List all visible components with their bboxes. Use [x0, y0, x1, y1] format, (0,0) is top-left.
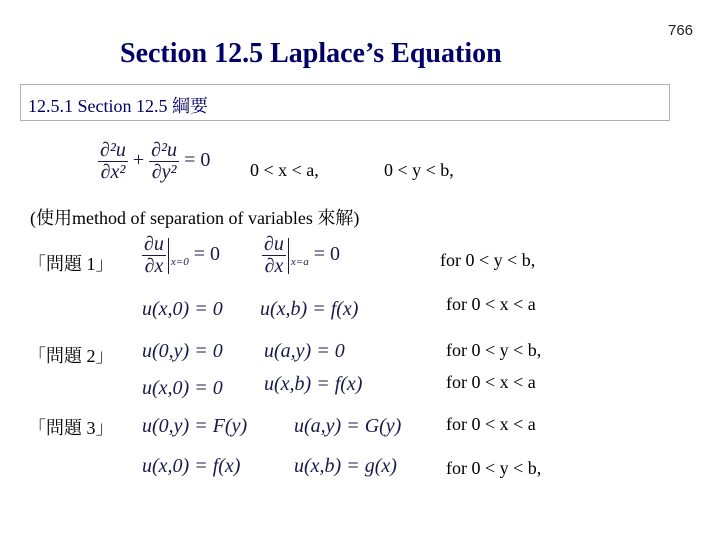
fraction-numerator: ∂u [144, 233, 164, 255]
problem-1-x-range: for 0 < x < a [446, 294, 536, 314]
problem-2-label: 「問題 2」 [28, 346, 114, 366]
problem-1-bc-right [262, 234, 340, 277]
domain-y: 0 < y < b, [384, 160, 454, 180]
problem-1-label: 「問題 1」 [28, 254, 114, 274]
problem-3-y-range: for 0 < y < b, [446, 458, 542, 478]
problem-2-bc-left: u(0,y) = 0 [142, 340, 223, 362]
term-d2u-dx2 [98, 140, 128, 183]
problem-2-bc-bottom: u(x,0) = 0 [142, 377, 223, 399]
problem-2-x-range: for 0 < x < a [446, 372, 536, 392]
problem-3-bc-top: u(x,b) = g(x) [294, 455, 397, 477]
fraction-numerator: ∂²u [151, 139, 178, 161]
fraction-denominator: ∂x [264, 255, 284, 277]
problem-2-bc-right: u(a,y) = 0 [264, 340, 345, 362]
problem-3-bc-left: u(0,y) = F(y) [142, 415, 248, 437]
evaluation-point: x=a [290, 256, 309, 269]
domain-x: 0 < x < a, [250, 160, 319, 180]
page-title: Section 12.5 Laplace’s Equation [120, 38, 502, 69]
evaluation-point: x=0 [170, 256, 189, 269]
problem-2-bc-top: u(x,b) = f(x) [264, 373, 363, 395]
problem-3-x-range: for 0 < x < a [446, 414, 536, 434]
subsection-heading: 12.5.1 Section 12.5 綱要 [28, 96, 208, 116]
evaluation-bar [168, 238, 169, 274]
subsection-box [20, 84, 670, 121]
evaluation-bar [288, 238, 289, 274]
fraction-denominator: ∂y² [151, 161, 177, 183]
problem-1-bc-bottom: u(x,0) = 0 [142, 298, 223, 320]
problem-3-bc-right: u(a,y) = G(y) [294, 415, 402, 437]
fraction-numerator: ∂²u [100, 139, 126, 161]
problem-2-y-range: for 0 < y < b, [446, 340, 542, 360]
problem-3-label: 「問題 3」 [28, 418, 114, 438]
equation-rhs: = 0 [193, 243, 220, 266]
fraction-denominator: ∂x [144, 255, 164, 277]
problem-1-bc-left [142, 234, 220, 277]
equation-rhs: = 0 [313, 243, 340, 266]
problem-3-bc-bottom: u(x,0) = f(x) [142, 455, 241, 477]
problem-1-y-range: for 0 < y < b, [440, 250, 536, 270]
derivative-du-dx [262, 234, 286, 277]
method-note: (使用method of separation of variables 來解) [30, 208, 360, 228]
equation-rhs: = 0 [184, 149, 211, 172]
plus-sign: + [132, 149, 145, 172]
problem-1-bc-top: u(x,b) = f(x) [260, 298, 359, 320]
derivative-du-dx [142, 234, 166, 277]
fraction-numerator: ∂u [264, 233, 284, 255]
laplace-equation [98, 140, 210, 183]
term-d2u-dy2 [149, 140, 179, 183]
fraction-denominator: ∂x² [100, 161, 126, 183]
page-number: 766 [668, 22, 694, 39]
